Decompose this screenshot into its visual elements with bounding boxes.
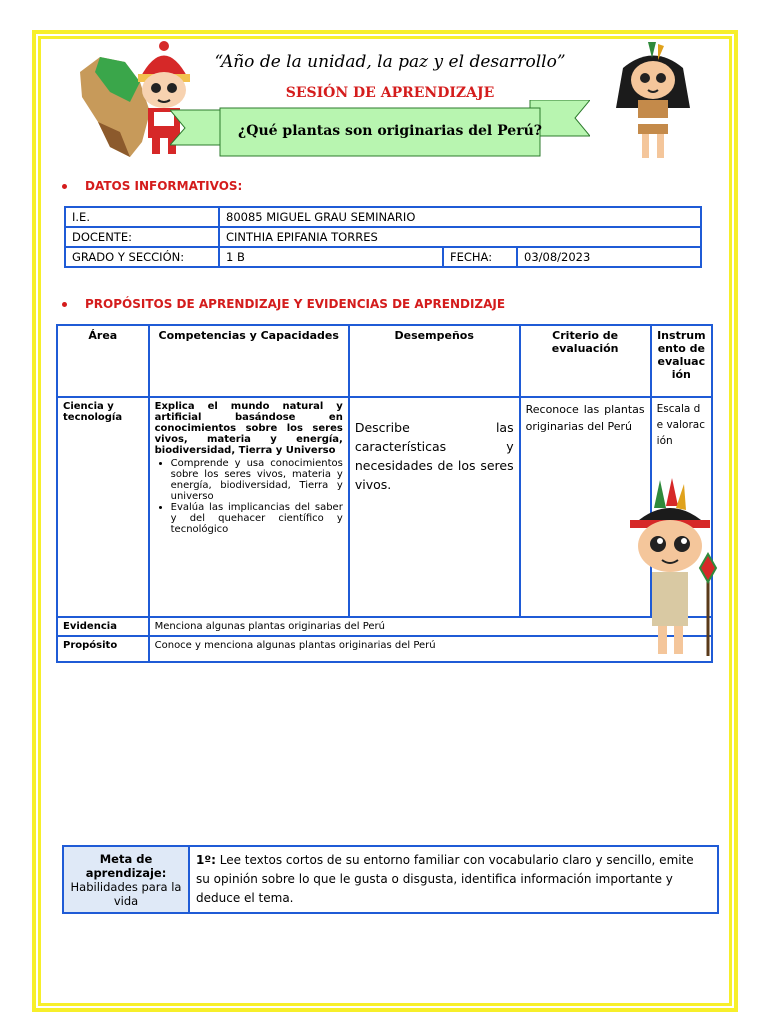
grado-value: 1 B — [219, 247, 443, 267]
session-label: SESIÓN DE APRENDIZAJE — [285, 85, 495, 101]
ie-value: 80085 MIGUEL GRAU SEMINARIO — [219, 207, 701, 227]
proposito-value: Conoce y menciona algunas plantas originarias del Perú — [149, 636, 712, 662]
header-competencias: Competencias y Capacidades — [149, 325, 349, 397]
ie-label: I.E. — [65, 207, 219, 227]
list-item: • Comprende y usa conocimientos sobre los seres vivos, materia y energía, biodiversidad, Tierra y universo — [171, 458, 343, 502]
learning-table — [56, 324, 713, 663]
amazonian-boy-illustration — [620, 478, 720, 658]
header-instrumento: Instrumento de evaluación — [651, 325, 712, 397]
bullet-icon — [62, 302, 67, 307]
evidencia-label: Evidencia — [57, 617, 149, 636]
grado-label: GRADO Y SECCIÓN: — [65, 247, 219, 267]
docente-label: DOCENTE: — [65, 227, 219, 247]
fecha-label: FECHA: — [443, 247, 517, 267]
header-desempenos: Desempeños — [349, 325, 520, 397]
section-propositos — [62, 297, 505, 311]
area-cell: Ciencia y tecnología — [57, 397, 149, 617]
docente-value: CINTHIA EPIFANIA TORRES — [219, 227, 701, 247]
section-datos — [62, 179, 242, 193]
amazonian-girl-illustration — [608, 38, 698, 163]
header-criterio: Criterio de evaluación — [520, 325, 651, 397]
desempeno-cell: Describe las características y necesidades de los seres vivos. — [349, 397, 520, 617]
capacidades-list — [155, 458, 343, 535]
year-motto: “Año de la unidad, la paz y el desarrollo” — [214, 52, 566, 72]
meta-num: 1º: — [196, 853, 216, 867]
fecha-value: 03/08/2023 — [517, 247, 701, 267]
section-datos-label: DATOS INFORMATIVOS: — [85, 179, 243, 193]
info-table — [64, 206, 702, 268]
meta-text-cell — [189, 846, 718, 913]
meta-label-cell — [63, 846, 189, 913]
section-propositos-label: PROPÓSITOS DE APRENDIZAJE Y EVIDENCIAS DE APRENDIZAJE — [85, 297, 506, 311]
meta-label: Meta de aprendizaje: — [85, 851, 167, 880]
evidencia-value: Menciona algunas plantas originarias del Perú — [149, 617, 712, 636]
competencia-text: Explica el mundo natural y artificial basándose en conocimientos sobre los seres vivos, materia y energía, biodiversidad, Tierra y Universo — [154, 401, 343, 456]
list-item: • Evalúa las implicancias del saber y del quehacer científico y tecnológico — [171, 502, 343, 535]
header-area: Área — [57, 325, 149, 397]
meta-table — [62, 845, 719, 914]
instrumento-cell: Escala de valoración — [651, 397, 712, 617]
meta-sub: Habilidades para la vida — [70, 879, 182, 908]
meta-text: Lee textos cortos de su entorno familiar con vocabulario claro y sencillo, emite su opinión sobre lo que le gusta o disgusta, identifica información importante y deduce el tema. — [196, 853, 694, 905]
bullet-icon — [62, 184, 67, 189]
competencias-cell — [149, 397, 349, 617]
lesson-title: ¿Qué plantas son originarias del Perú? — [238, 123, 542, 139]
proposito-label: Propósito — [57, 636, 149, 662]
criterio-cell: Reconoce las plantas originarias del Perú — [520, 397, 651, 617]
